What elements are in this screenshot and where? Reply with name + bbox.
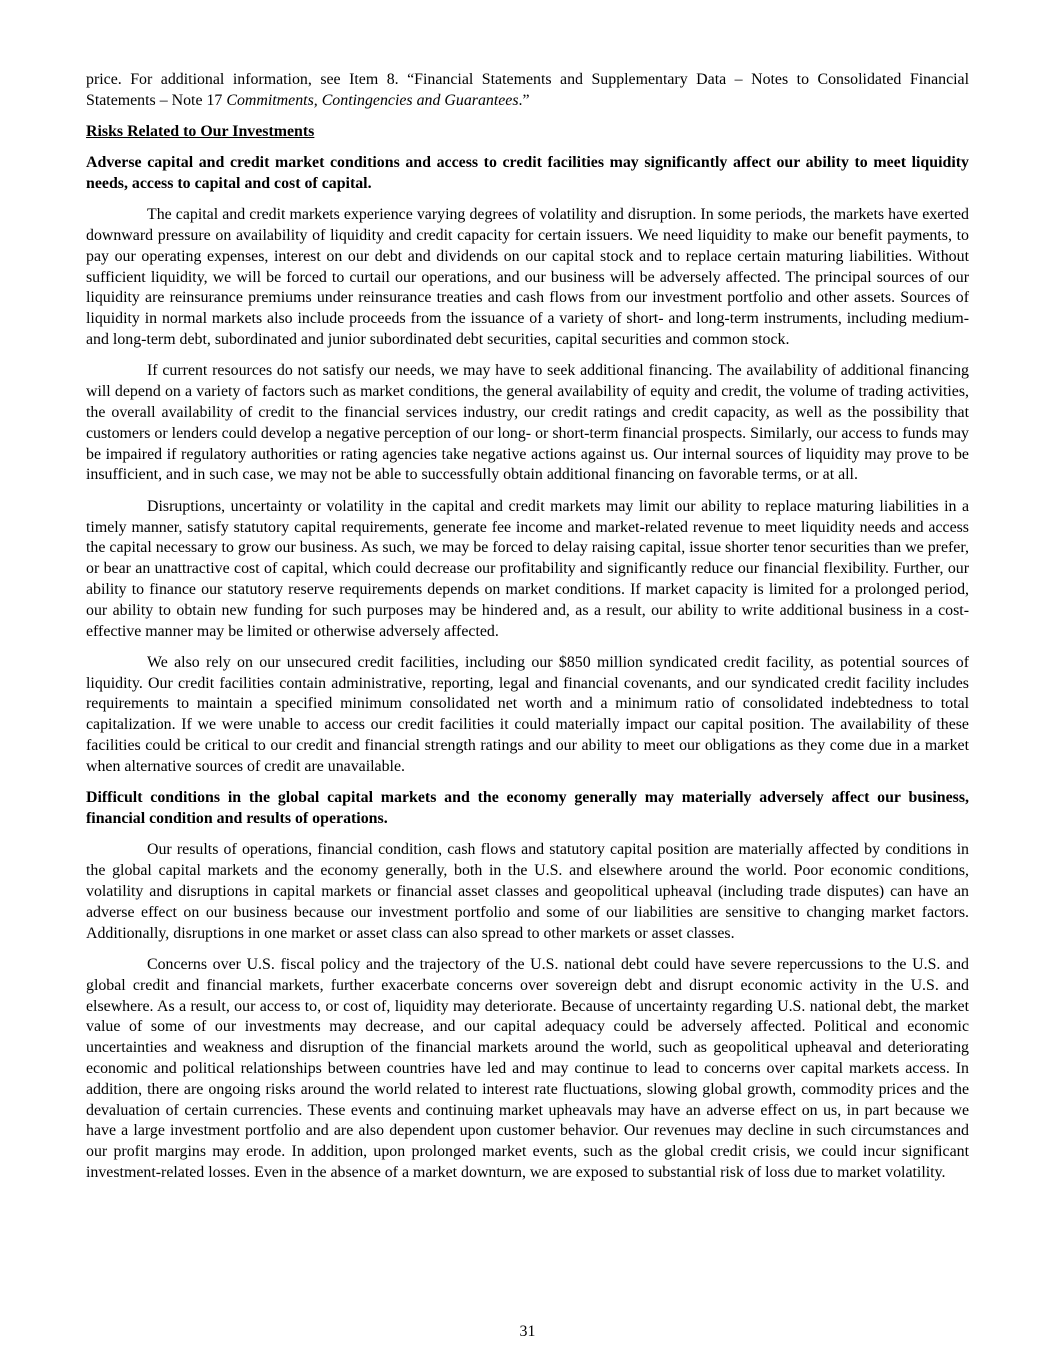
page-number: 31 bbox=[519, 1323, 536, 1340]
intro-text: price. For additional information, see Item 8. “Financial Statements and Supplementary Data – Notes to Consolidated Financial Statements – Note 17 bbox=[86, 71, 969, 109]
document-page bbox=[86, 70, 969, 1194]
paragraph-2: If current resources do not satisfy our needs, we may have to seek additional financing. The availability of additional financing will depend on a variety of factors such as market conditions, the general availability of equity and credit, the volume of trading activities, the overall availability of credit to the financial services industry, our credit ratings and credit capacity, as well as the possibility that customers or lenders could develop a negative perception of our long- or short-term financial prospects. Similarly, our access to funds may be impaired if regulatory authorities or rating agencies take negative actions against us. Our internal sources of liquidity may prove to be insufficient, and in such case, we may not be able to successfully obtain additional financing on favorable terms, or at all. bbox=[86, 362, 969, 484]
paragraph-6: Concerns over U.S. fiscal policy and the trajectory of the U.S. national debt could have severe repercussions to the U.S. and global credit and financial markets, further exacerbate concerns over sovereign debt and disrupt economic activity in the U.S. and elsewhere. As a result, our access to, or cost of, liquidity may deteriorate. Because of uncertainty regarding U.S. national debt, the market value of some of our investments may decrease, and our capital adequacy could be adversely affected. Political and economic uncertainties and weakness and disruption of the financial markets around the world, such as geopolitical upheaval and deteriorating economic and political relationships between countries have led and may continue to lead to concerns over capital markets access. In addition, there are ongoing risks around the world related to interest rate fluctuations, slowing global growth, commodity prices and the devaluation of certain currencies. These events and continuing market upheavals may have an adverse effect on us, in part because we have a large investment portfolio and are also dependent upon customer behavior. Our revenues may decline in such circumstances and our profit margins may erode. In addition, upon prolonged market events, such as the global credit crisis, we could incur significant investment-related losses. Even in the absence of a market downturn, we are exposed to substantial risk of loss due to market volatility. bbox=[86, 956, 969, 1181]
paragraph-5: Our results of operations, financial condition, cash flows and statutory capital position are materially affected by conditions in the global capital markets and the economy generally, both in the U.S. and elsewhere around the world. Poor economic conditions, volatility and disruptions in capital markets or financial asset classes and geopolitical upheaval (including trade disputes) can have an adverse effect on our business because our investment portfolio and some of our liabilities are sensitive to changing market factors. Additionally, disruptions in one market or asset class can also spread to other markets or asset classes. bbox=[86, 841, 969, 942]
paragraph-3: Disruptions, uncertainty or volatility in the capital and credit markets may limit our ability to replace maturing liabilities in a timely manner, satisfy statutory capital requirements, generate fee income and market-related revenue to meet liquidity needs and access the capital necessary to grow our business. As such, we may be forced to delay raising capital, issue shorter tenor securities than we prefer, or bear an unattractive cost of capital, which could decrease our profitability and significantly reduce our financial flexibility. Further, our ability to finance our statutory reserve requirements depends on market conditions. If market capacity is limited for a prolonged period, our ability to obtain new funding for such purposes may be hindered and, as a result, our ability to write additional business in a cost-effective manner may be limited or otherwise adversely affected. bbox=[86, 497, 969, 640]
intro-paragraph bbox=[86, 70, 969, 112]
intro-text-end: .” bbox=[518, 91, 530, 109]
risk-heading-credit-markets: Adverse capital and credit market conditions and access to credit facilities may significantly affect our ability to meet liquidity needs, access to capital and cost of capital. bbox=[86, 153, 969, 192]
paragraph-4: We also rely on our unsecured credit facilities, including our $850 million syndicated credit facility, as potential sources of liquidity. Our credit facilities contain administrative, reporting, legal and financial covenants, and our syndicated credit facility includes requirements to maintain a specified minimum consolidated net worth and a minimum ratio of consolidated indebtedness to total capitalization. If we were unable to access our credit facilities it could materially impact our capital position. The availability of these facilities could be critical to our credit and financial strength ratings and our ability to meet our obligations as they come due in a market when alternative sources of credit are unavailable. bbox=[86, 653, 969, 775]
intro-italic-title: Commitments, Contingencies and Guarantees bbox=[226, 91, 519, 109]
paragraph-1: The capital and credit markets experience varying degrees of volatility and disruption. In some periods, the markets have exerted downward pressure on availability of liquidity and credit capacity for certain issuers. We need liquidity to make our benefit payments, to pay our operating expenses, interest on our debt and dividends on our capital stock and to replace certain maturing liabilities. Without sufficient liquidity, we will be forced to curtail our operations, and our business will be adversely affected. The principal sources of our liquidity are reinsurance premiums under reinsurance treaties and cash flows from our investment portfolio and other assets. Sources of liquidity in normal markets also include proceeds from the issuance of a variety of short- and long-term instruments, including medium- and long-term debt, subordinated and junior subordinated debt securities, capital securities and common stock. bbox=[86, 206, 969, 348]
risk-heading-global-markets: Difficult conditions in the global capital markets and the economy generally may materially adversely affect our business, financial condition and results of operations. bbox=[86, 789, 969, 828]
section-title: Risks Related to Our Investments bbox=[86, 123, 315, 141]
